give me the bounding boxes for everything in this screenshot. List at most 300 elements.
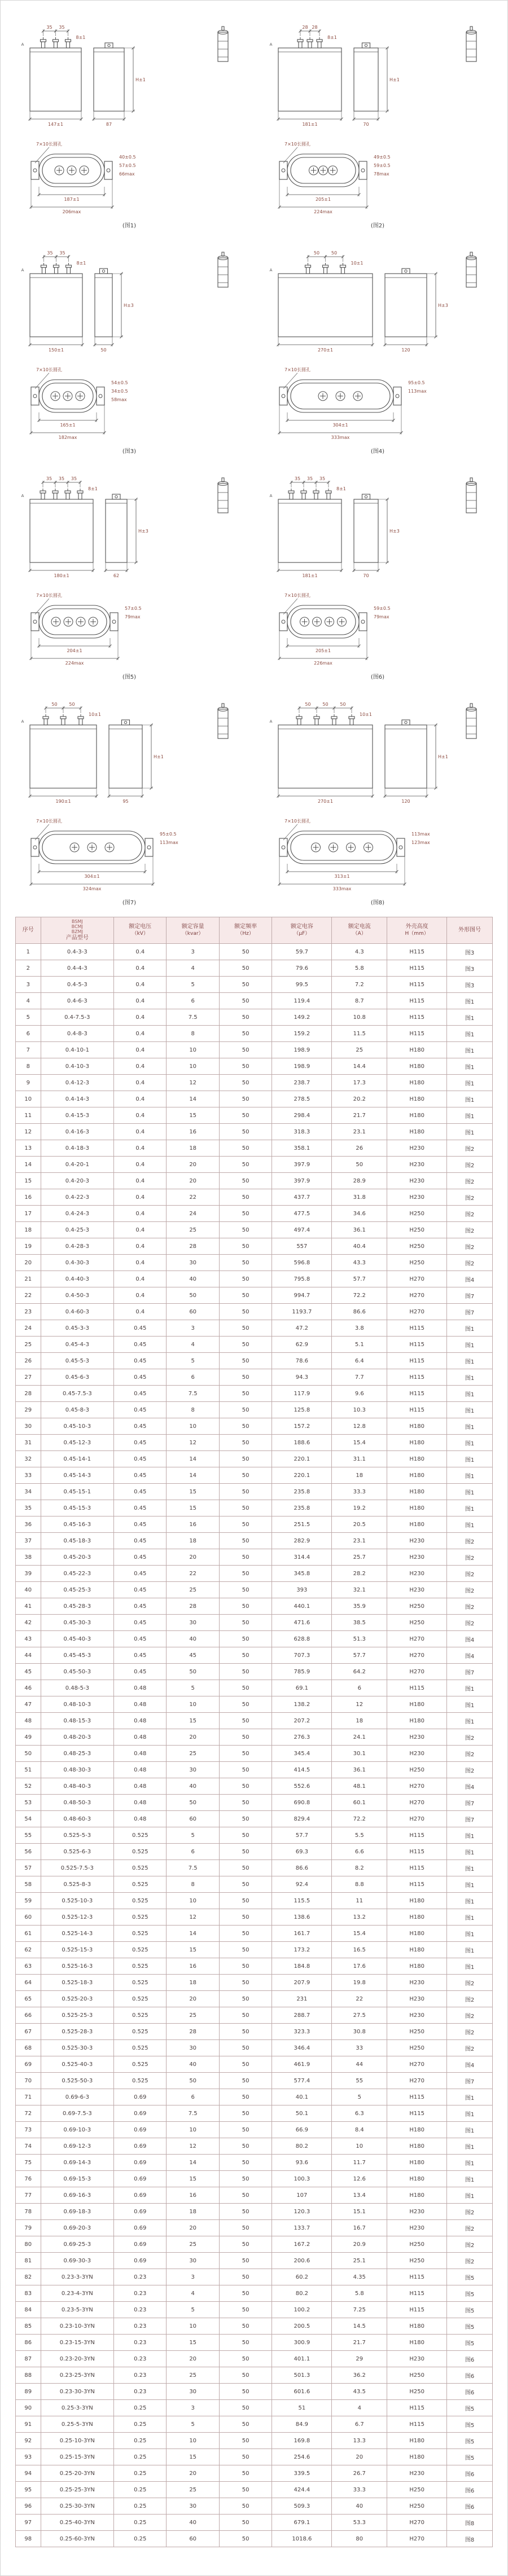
cell-model: 0.45-6-3 [41, 1369, 114, 1386]
cell-capacitance: 69.3 [272, 1844, 332, 1860]
cell-index: 85 [16, 2318, 41, 2335]
cell-height: H180 [387, 1516, 447, 1533]
table-row [16, 2482, 493, 2498]
cell-capacitance: 785.9 [272, 1664, 332, 1680]
cell-capacity: 20 [167, 2465, 219, 2482]
table-row [16, 2122, 493, 2138]
cell-current: 7.25 [332, 2302, 387, 2318]
cell-height: H180 [387, 2138, 447, 2155]
cell-model: 0.4-15-3 [41, 1107, 114, 1124]
cell-index: 97 [16, 2515, 41, 2531]
table-row [16, 1942, 493, 1958]
cell-current: 12.8 [332, 1418, 387, 1435]
cell-current: 8.8 [332, 1876, 387, 1893]
cell-capacity: 30 [167, 2384, 219, 2400]
cell-index: 83 [16, 2285, 41, 2302]
cell-capacitance: 358.1 [272, 1140, 332, 1157]
cell-capacity: 15 [167, 1484, 219, 1500]
cell-capacitance: 440.1 [272, 1598, 332, 1615]
cell-height: H250 [387, 1615, 447, 1631]
cell-height: H180 [387, 1058, 447, 1075]
cell-capacity: 50 [167, 1795, 219, 1811]
cell-current: 8.7 [332, 993, 387, 1009]
cell-index: 51 [16, 1762, 41, 1778]
cell-frequency: 50 [219, 1746, 271, 1762]
cell-model: 0.525-30-3 [41, 2040, 114, 2056]
cell-height: H115 [387, 960, 447, 977]
cell-frequency: 50 [219, 2171, 271, 2187]
svg-text:113max: 113max [411, 832, 430, 837]
cell-capacitance: 235.8 [272, 1500, 332, 1516]
cell-figure: 图1 [447, 1042, 493, 1058]
cell-height: H230 [387, 2204, 447, 2220]
svg-text:35: 35 [46, 476, 52, 481]
cell-capacitance: 94.3 [272, 1369, 332, 1386]
cell-index: 29 [16, 1402, 41, 1418]
cell-model: 0.525-50-3 [41, 2073, 114, 2089]
cell-capacitance: 345.8 [272, 1566, 332, 1582]
cell-current: 26.7 [332, 2465, 387, 2482]
cell-capacity: 30 [167, 2498, 219, 2515]
cell-figure: 图3 [447, 960, 493, 977]
cell-height: H180 [387, 1467, 447, 1484]
cell-frequency: 50 [219, 1533, 271, 1549]
cell-figure: 图1 [447, 1091, 493, 1107]
cell-figure: 图5 [447, 2302, 493, 2318]
cell-figure: 图1 [447, 1860, 493, 1876]
cell-index: 44 [16, 1647, 41, 1664]
cell-model: 0.45-10-3 [41, 1418, 114, 1435]
cell-height: H250 [387, 2384, 447, 2400]
cell-frequency: 50 [219, 1566, 271, 1582]
cell-index: 18 [16, 1222, 41, 1238]
cell-index: 23 [16, 1304, 41, 1320]
cell-capacitance: 80.2 [272, 2285, 332, 2302]
cell-capacity: 50 [167, 1664, 219, 1680]
cell-frequency: 50 [219, 1435, 271, 1451]
cell-height: H250 [387, 2482, 447, 2498]
cell-index: 9 [16, 1075, 41, 1091]
cell-capacity: 5 [167, 1680, 219, 1696]
cell-current: 80 [332, 2531, 387, 2547]
cell-frequency: 50 [219, 1026, 271, 1042]
cell-capacity: 16 [167, 1124, 219, 1140]
cell-current: 26 [332, 1140, 387, 1157]
svg-text:224max: 224max [65, 661, 84, 666]
cell-frequency: 50 [219, 1729, 271, 1746]
svg-text:270±1: 270±1 [317, 799, 334, 804]
svg-text:H±1: H±1 [438, 754, 448, 759]
cell-index: 30 [16, 1418, 41, 1435]
svg-text:87: 87 [106, 122, 112, 127]
cell-current: 36.1 [332, 1762, 387, 1778]
cell-figure: 图2 [447, 1189, 493, 1206]
figure-1 [7, 6, 251, 231]
cell-frequency: 50 [219, 1058, 271, 1075]
svg-text:165±1: 165±1 [60, 423, 76, 428]
svg-text:50: 50 [51, 702, 58, 707]
cell-figure: 图5 [447, 2433, 493, 2449]
cell-model: 0.48-5-3 [41, 1680, 114, 1696]
cell-figure: 图4 [447, 2056, 493, 2073]
cell-capacitance: 100.3 [272, 2171, 332, 2187]
cell-figure: 图1 [447, 1337, 493, 1353]
cell-capacitance: 238.7 [272, 1075, 332, 1091]
cell-current: 10.8 [332, 1009, 387, 1026]
svg-text:333max: 333max [331, 435, 350, 440]
table-row [16, 1566, 493, 1582]
cell-voltage: 0.525 [114, 2024, 167, 2040]
svg-text:35: 35 [59, 250, 65, 256]
cell-index: 73 [16, 2122, 41, 2138]
svg-text:50: 50 [322, 702, 329, 707]
cell-height: H115 [387, 2400, 447, 2416]
cell-capacity: 8 [167, 1026, 219, 1042]
cell-capacitance: 200.5 [272, 2318, 332, 2335]
cell-figure: 图2 [447, 1729, 493, 1746]
cell-capacity: 6 [167, 993, 219, 1009]
cell-frequency: 50 [219, 977, 271, 993]
cell-voltage: 0.525 [114, 2040, 167, 2056]
cell-figure: 图1 [447, 2122, 493, 2138]
cell-frequency: 50 [219, 1713, 271, 1729]
cell-capacitance: 207.9 [272, 1975, 332, 1991]
cell-figure: 图1 [447, 1844, 493, 1860]
cell-index: 74 [16, 2138, 41, 2155]
cell-current: 21.7 [332, 1107, 387, 1124]
cell-voltage: 0.25 [114, 2400, 167, 2416]
cell-frequency: 50 [219, 1876, 271, 1893]
cell-index: 12 [16, 1124, 41, 1140]
cell-model: 0.45-12-3 [41, 1435, 114, 1451]
cell-voltage: 0.69 [114, 2122, 167, 2138]
header-row [16, 917, 493, 944]
svg-text:A: A [21, 42, 24, 47]
table-row [16, 1271, 493, 1287]
table-row [16, 1795, 493, 1811]
cell-frequency: 50 [219, 2465, 271, 2482]
cell-height: H115 [387, 1386, 447, 1402]
table-row [16, 1222, 493, 1238]
cell-capacitance: 323.3 [272, 2024, 332, 2040]
cell-model: 0.25-30-3YN [41, 2498, 114, 2515]
cell-frequency: 50 [219, 1304, 271, 1320]
cell-capacitance: 596.8 [272, 1255, 332, 1271]
cell-frequency: 50 [219, 2449, 271, 2465]
cell-frequency: 50 [219, 1124, 271, 1140]
cell-voltage: 0.23 [114, 2384, 167, 2400]
cell-index: 43 [16, 1631, 41, 1647]
cell-voltage: 0.48 [114, 1696, 167, 1713]
table-row [16, 1664, 493, 1680]
table-row [16, 2220, 493, 2236]
cell-index: 62 [16, 1942, 41, 1958]
cell-capacity: 14 [167, 1926, 219, 1942]
cell-model: 0.525-7.5-3 [41, 1860, 114, 1876]
cell-current: 6.6 [332, 1844, 387, 1860]
cell-model: 0.4-22-3 [41, 1189, 114, 1206]
table-row [16, 1418, 493, 1435]
cell-height: H250 [387, 2040, 447, 2056]
cell-capacitance: 795.8 [272, 1271, 332, 1287]
cell-capacitance: 100.2 [272, 2302, 332, 2318]
svg-text:8±1: 8±1 [76, 35, 86, 40]
cell-capacity: 15 [167, 2171, 219, 2187]
svg-text:H±1: H±1 [154, 754, 164, 759]
cell-model: 0.4-20-1 [41, 1157, 114, 1173]
svg-text:324max: 324max [82, 886, 102, 891]
table-row [16, 1746, 493, 1762]
figure-5 [7, 458, 251, 682]
cell-voltage: 0.4 [114, 1140, 167, 1157]
cell-frequency: 50 [219, 1893, 271, 1909]
cell-current: 20.9 [332, 2236, 387, 2253]
svg-text:226max: 226max [314, 661, 332, 666]
cell-voltage: 0.4 [114, 944, 167, 960]
svg-text:204±1: 204±1 [67, 648, 82, 653]
cell-voltage: 0.4 [114, 1091, 167, 1107]
svg-text:123max: 123max [411, 840, 430, 845]
svg-text:A: A [269, 719, 273, 724]
table-row [16, 2318, 493, 2335]
cell-current: 13.2 [332, 1909, 387, 1926]
cell-height: H115 [387, 2285, 447, 2302]
svg-text:190±1: 190±1 [55, 799, 71, 804]
cell-capacity: 28 [167, 1238, 219, 1255]
cell-height: H230 [387, 1746, 447, 1762]
cell-capacitance: 47.2 [272, 1320, 332, 1337]
outline-drawing [256, 232, 500, 456]
cell-figure: 图2 [447, 2236, 493, 2253]
cell-voltage: 0.4 [114, 960, 167, 977]
cell-figure: 图1 [447, 1451, 493, 1467]
cell-capacitance: 169.8 [272, 2433, 332, 2449]
cell-frequency: 50 [219, 2187, 271, 2204]
cell-model: 0.25-15-3YN [41, 2449, 114, 2465]
table-row [16, 1058, 493, 1075]
cell-voltage: 0.23 [114, 2335, 167, 2351]
cell-model: 0.23-4-3YN [41, 2285, 114, 2302]
cell-frequency: 50 [219, 1189, 271, 1206]
cell-capacitance: 282.9 [272, 1533, 332, 1549]
cell-frequency: 50 [219, 2056, 271, 2073]
cell-frequency: 50 [219, 1909, 271, 1926]
cell-current: 7.7 [332, 1369, 387, 1386]
cell-frequency: 50 [219, 2416, 271, 2433]
cell-voltage: 0.45 [114, 1402, 167, 1418]
outline-drawing [256, 6, 500, 231]
cell-index: 49 [16, 1729, 41, 1746]
cell-model: 0.4-25-3 [41, 1222, 114, 1238]
cell-capacitance: 149.2 [272, 1009, 332, 1026]
cell-figure: 图1 [447, 2105, 493, 2122]
cell-frequency: 50 [219, 1500, 271, 1516]
cell-capacitance: 133.7 [272, 2220, 332, 2236]
cell-height: H270 [387, 1664, 447, 1680]
svg-text:35: 35 [58, 476, 65, 481]
cell-index: 63 [16, 1958, 41, 1975]
cell-current: 8.4 [332, 2122, 387, 2138]
cell-height: H250 [387, 2498, 447, 2515]
cell-model: 0.69-16-3 [41, 2187, 114, 2204]
cell-capacity: 20 [167, 1157, 219, 1173]
col-header-frequency: 额定频率 （Hz） [219, 917, 271, 944]
cell-index: 34 [16, 1484, 41, 1500]
cell-figure: 图6 [447, 2465, 493, 2482]
cell-model: 0.45-5-3 [41, 1353, 114, 1369]
cell-height: H180 [387, 1091, 447, 1107]
cell-index: 90 [16, 2400, 41, 2416]
table-row [16, 1173, 493, 1189]
cell-capacity: 4 [167, 960, 219, 977]
cell-height: H230 [387, 1140, 447, 1157]
svg-text:79max: 79max [374, 614, 389, 619]
table-row [16, 1337, 493, 1353]
cell-current: 16.7 [332, 2220, 387, 2236]
table-row [16, 1680, 493, 1696]
svg-text:10±1: 10±1 [89, 712, 101, 717]
cell-voltage: 0.4 [114, 1157, 167, 1173]
cell-height: H115 [387, 1860, 447, 1876]
svg-text:181±1: 181±1 [302, 122, 318, 127]
cell-current: 28.9 [332, 1173, 387, 1189]
cell-figure: 图2 [447, 1157, 493, 1173]
cell-current: 13.4 [332, 2187, 387, 2204]
cell-model: 0.525-28-3 [41, 2024, 114, 2040]
cell-capacity: 25 [167, 1222, 219, 1238]
cell-current: 35.9 [332, 1598, 387, 1615]
cell-frequency: 50 [219, 1484, 271, 1500]
cell-capacity: 25 [167, 2367, 219, 2384]
table-row [16, 2236, 493, 2253]
table-row [16, 1827, 493, 1844]
table-row [16, 2531, 493, 2547]
cell-model: 0.69-10-3 [41, 2122, 114, 2138]
cell-height: H115 [387, 1353, 447, 1369]
cell-figure: 图1 [447, 1386, 493, 1402]
cell-height: H180 [387, 1893, 447, 1909]
cell-figure: 图4 [447, 1647, 493, 1664]
table-row [16, 1369, 493, 1386]
cell-model: 0.45-14-1 [41, 1451, 114, 1467]
cell-figure: 图2 [447, 1222, 493, 1238]
cell-current: 5.8 [332, 2285, 387, 2302]
cell-current: 30.1 [332, 1746, 387, 1762]
svg-text:95±0.5: 95±0.5 [408, 380, 425, 385]
table-row [16, 2040, 493, 2056]
cell-voltage: 0.25 [114, 2449, 167, 2465]
cell-figure: 图6 [447, 2482, 493, 2498]
cell-height: H270 [387, 2056, 447, 2073]
cell-current: 19.2 [332, 1500, 387, 1516]
cell-frequency: 50 [219, 1631, 271, 1647]
cell-height: H180 [387, 1909, 447, 1926]
table-row [16, 2007, 493, 2024]
col-header-capacitance: 额定电容 （μF） [272, 917, 332, 944]
table-row [16, 1860, 493, 1876]
spec-table-section [1, 917, 507, 2547]
svg-text:70: 70 [363, 573, 369, 578]
cell-voltage: 0.69 [114, 2236, 167, 2253]
cell-capacitance: 119.4 [272, 993, 332, 1009]
table-row [16, 1762, 493, 1778]
cell-capacitance: 557 [272, 1238, 332, 1255]
cell-index: 14 [16, 1157, 41, 1173]
cell-frequency: 50 [219, 1009, 271, 1026]
cell-capacitance: 184.8 [272, 1958, 332, 1975]
cell-index: 50 [16, 1746, 41, 1762]
table-row [16, 1500, 493, 1516]
svg-text:7×10长圆孔: 7×10长圆孔 [284, 142, 310, 147]
cell-voltage: 0.525 [114, 1893, 167, 1909]
table-row [16, 977, 493, 993]
cell-index: 91 [16, 2416, 41, 2433]
cell-model: 0.69-12-3 [41, 2138, 114, 2155]
cell-figure: 图1 [447, 2187, 493, 2204]
cell-model: 0.69-14-3 [41, 2155, 114, 2171]
cell-model: 0.525-25-3 [41, 2007, 114, 2024]
col-header-index: 序号 [16, 917, 41, 944]
cell-current: 6 [332, 1680, 387, 1696]
cell-capacitance: 92.4 [272, 1876, 332, 1893]
cell-model: 0.45-16-3 [41, 1516, 114, 1533]
cell-figure: 图6 [447, 2384, 493, 2400]
cell-model: 0.45-15-3 [41, 1500, 114, 1516]
cell-voltage: 0.525 [114, 2056, 167, 2073]
cell-index: 11 [16, 1107, 41, 1124]
cell-capacity: 15 [167, 2335, 219, 2351]
cell-capacity: 12 [167, 2138, 219, 2155]
cell-height: H115 [387, 993, 447, 1009]
cell-capacity: 5 [167, 2302, 219, 2318]
cell-height: H115 [387, 1680, 447, 1696]
svg-text:A: A [21, 268, 24, 272]
cell-figure: 图1 [447, 1467, 493, 1484]
cell-figure: 图2 [447, 1762, 493, 1778]
cell-capacity: 40 [167, 1778, 219, 1795]
cell-model: 0.4-30-3 [41, 1255, 114, 1271]
table-row [16, 2367, 493, 2384]
table-row [16, 1009, 493, 1026]
cell-model: 0.525-18-3 [41, 1975, 114, 1991]
cell-current: 30.8 [332, 2024, 387, 2040]
cell-current: 50 [332, 1157, 387, 1173]
cell-index: 2 [16, 960, 41, 977]
svg-text:205±1: 205±1 [315, 648, 331, 653]
svg-text:35: 35 [71, 476, 77, 481]
cell-height: H180 [387, 1418, 447, 1435]
cell-voltage: 0.45 [114, 1516, 167, 1533]
col-header-current: 额定电流 （A） [332, 917, 387, 944]
cell-voltage: 0.25 [114, 2498, 167, 2515]
cell-capacitance: 167.2 [272, 2236, 332, 2253]
cell-index: 22 [16, 1287, 41, 1304]
table-row [16, 1435, 493, 1451]
cell-model: 0.23-10-3YN [41, 2318, 114, 2335]
cell-current: 11.7 [332, 2155, 387, 2171]
cell-frequency: 50 [219, 2498, 271, 2515]
table-row [16, 1353, 493, 1369]
svg-text:35: 35 [319, 476, 326, 481]
cell-model: 0.525-15-3 [41, 1942, 114, 1958]
cell-capacitance: 99.5 [272, 977, 332, 993]
cell-current: 15.4 [332, 1435, 387, 1451]
cell-capacity: 20 [167, 2351, 219, 2367]
outline-drawing [7, 232, 251, 456]
cell-height: H115 [387, 1876, 447, 1893]
cell-current: 7.2 [332, 977, 387, 993]
svg-text:70: 70 [363, 122, 369, 127]
